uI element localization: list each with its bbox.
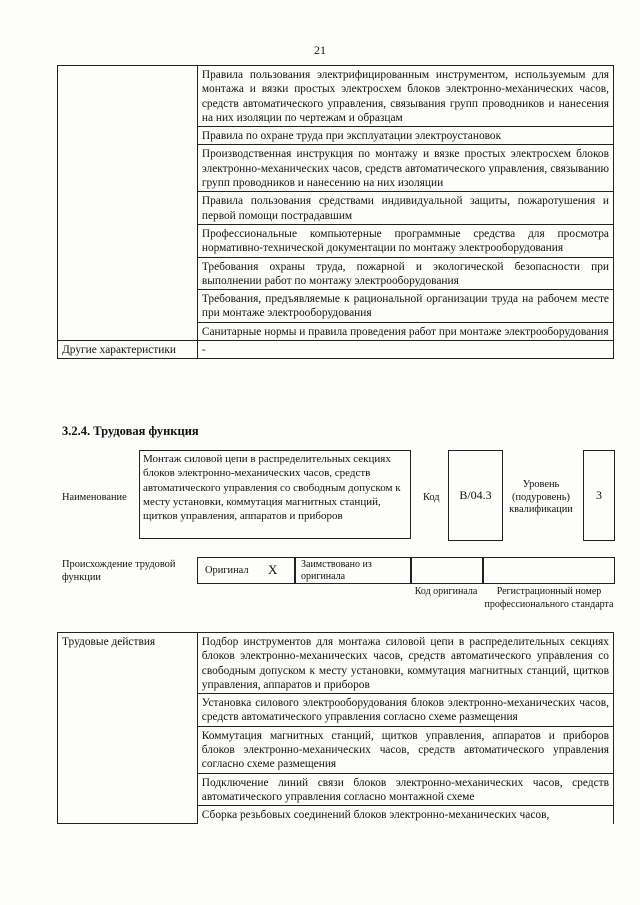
reg-number-label: Регистрационный номер профессионального стандарта xyxy=(484,586,614,610)
table-cell: Сборка резьбовых соединений блоков электронно-механических часов, xyxy=(197,806,613,824)
table-cell: Требования, предъявляемые к рациональной организации труда на рабочем месте при монтаже электрооборудования xyxy=(197,290,613,323)
table-row xyxy=(58,66,614,127)
origin-label: Происхождение трудовой функции xyxy=(62,559,176,583)
table-row xyxy=(58,341,614,359)
reg-number-cell xyxy=(482,557,615,584)
table-cell: Коммутация магнитных станций, щитков управления, аппаратов и приборов блоков электронно-механических часов, средств автоматического управления согласно схеме размещения xyxy=(197,726,613,773)
table-cell: Правила пользования средствами индивидуальной защиты, пожаротушения и первой помощи пострадавшим xyxy=(197,192,613,225)
qualification-level-label: Уровень (подуровень) квалификации xyxy=(509,479,573,515)
table-cell: Требования охраны труда, пожарной и экологической безопасности при выполнении работ по монтажу электрооборудования xyxy=(197,257,613,290)
table-cell: Подключение линий связи блоков электронно-механических часов, средств автоматического управления согласно монтажной схеме xyxy=(197,773,613,806)
borrowed-label: Заимствовано из оригинала xyxy=(301,559,372,582)
code-original-cell xyxy=(410,557,484,584)
other-characteristics-value: - xyxy=(197,341,613,359)
code-value: В/04.3 xyxy=(448,450,503,541)
table-cell: Производственная инструкция по монтажу и вязке простых электросхем блоков электронно-механических часов, средств автоматического управления, связыванию групп проводников и нанесению на них изоляции xyxy=(197,145,613,192)
original-cell xyxy=(197,557,296,584)
other-characteristics-label: Другие характеристики xyxy=(58,341,198,359)
knowledge-table xyxy=(57,65,614,359)
actions-label: Трудовые действия xyxy=(58,633,198,824)
name-label: Наименование xyxy=(62,492,127,503)
original-mark: X xyxy=(268,562,278,577)
qualification-level-value: 3 xyxy=(583,450,615,541)
table-cell: Подбор инструментов для монтажа силовой цепи в распределительных секциях блоков электронно-механических часов, средств автоматического управления со свободным допуском к месту установки, коммутация магнитных станций, щитков управления, аппаратов и приборов xyxy=(197,633,613,694)
code-original-label: Код оригинала xyxy=(414,586,478,597)
table-cell: Установка силового электрооборудования блоков электронно-механических часов, средств автоматического управления согласно схеме размещения xyxy=(197,694,613,727)
empty-label-cell xyxy=(58,66,198,341)
table-row xyxy=(58,633,614,694)
section-title: 3.2.4. Трудовая функция xyxy=(62,424,199,438)
table-cell: Санитарные нормы и правила проведения работ при монтаже электрооборудования xyxy=(197,322,613,340)
borrowed-cell xyxy=(294,557,412,584)
code-label: Код xyxy=(423,492,440,503)
page-number: 21 xyxy=(314,43,326,57)
table-cell: Правила пользования электрифицированным инструментом, используемым для монтажа и вязки простых электросхем блоков электронно-механических часов, средств автоматического управления, связывания групп проводников и нанесения на них изоляции по чертежам и образцам xyxy=(197,66,613,127)
function-name-value: Монтаж силовой цепи в распределительных секциях блоков электронно-механических часов, средств автоматического управления со свободным допуском к месту установки, коммутация магнитных станций, щитков управления, аппаратов и приборов xyxy=(139,450,411,539)
table-cell: Правила по охране труда при эксплуатации электроустановок xyxy=(197,127,613,145)
actions-table xyxy=(57,632,614,824)
table-cell: Профессиональные компьютерные программные средства для просмотра нормативно-технической документации по монтажу электрооборудования xyxy=(197,224,613,257)
original-label: Оригинал xyxy=(205,565,249,576)
